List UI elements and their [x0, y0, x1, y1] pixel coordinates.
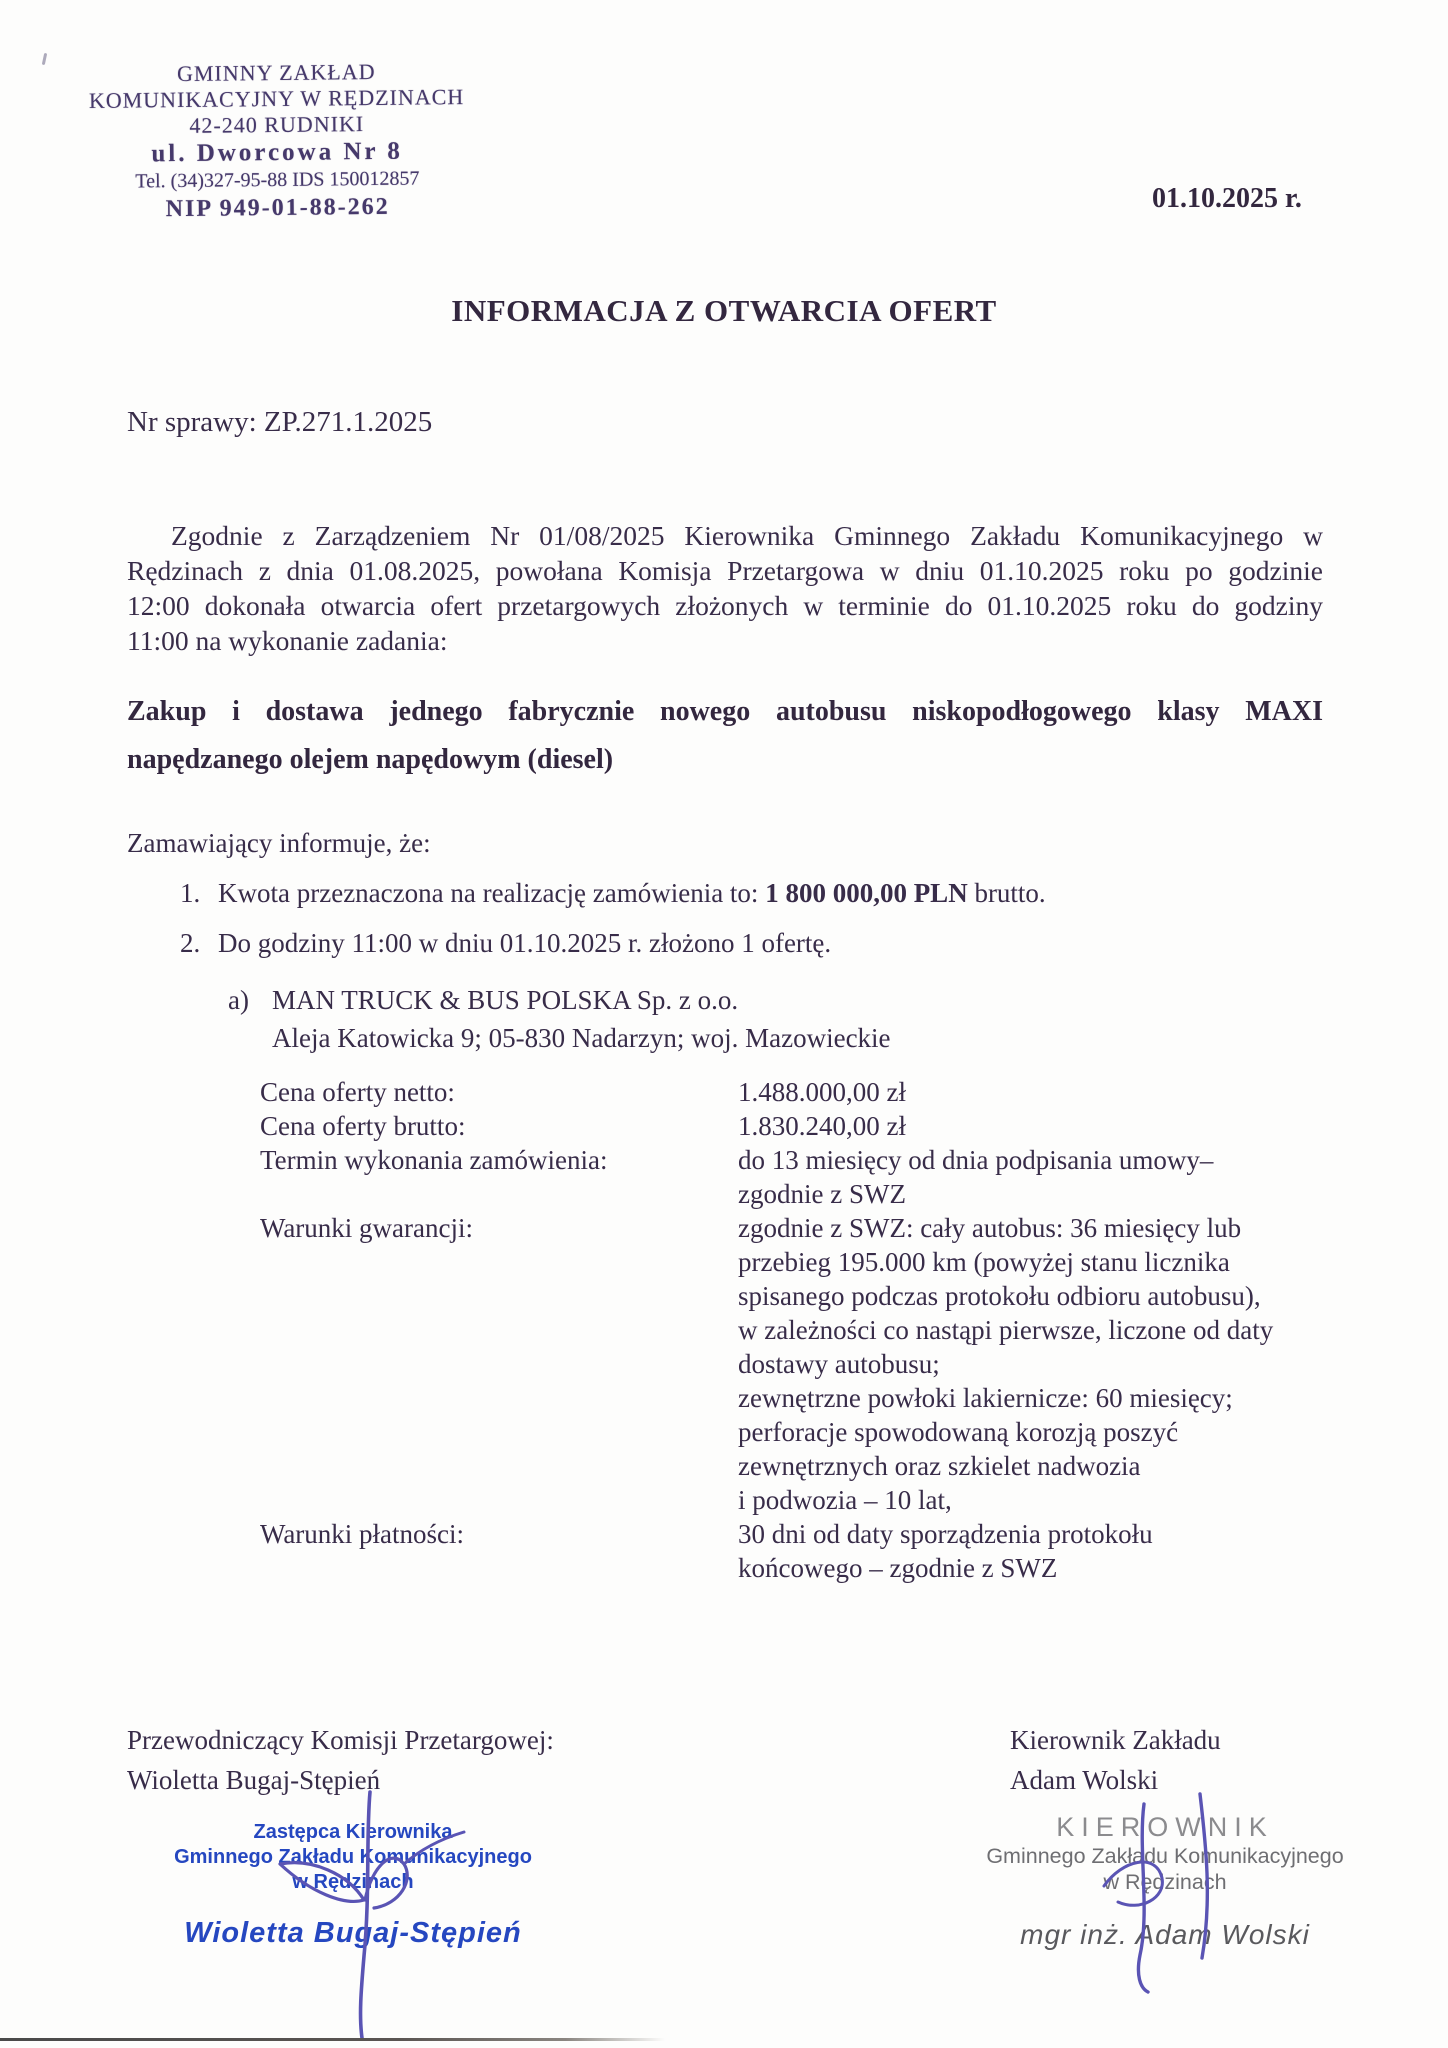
stamp-location-line: w Rędzinach [1103, 1870, 1227, 1894]
detail-value-line: zewnętrznych oraz szkielet nadwozia [738, 1451, 1141, 1481]
detail-value-line: zewnętrzne powłoki lakiernicze: 60 miesięcy; [738, 1383, 1233, 1413]
detail-value-line: zgodnie z SWZ: cały autobus: 36 miesięcy lub [738, 1213, 1242, 1243]
intro-line: 11:00 na wykonanie zadania: [127, 625, 448, 656]
stamp-role-line: Zastępca Kierownika [253, 1821, 453, 1843]
intro-line: 12:00 dokonała otwarcia ofert przetargowych złożonych w terminie do 01.10.2025 roku do godziny [127, 590, 1323, 621]
detail-value-line: w zależności co nastąpi pierwsze, liczone od daty [738, 1315, 1274, 1345]
detail-value-line: końcowego – zgodnie z SWZ [738, 1553, 1058, 1583]
detail-value-line: perforacje spowodowaną korozją poszyć [738, 1417, 1179, 1447]
task-description [127, 688, 1323, 784]
detail-row-completion-term [260, 1143, 1330, 1211]
signature-block-chairperson [127, 1720, 554, 1800]
org-street: ul. Dworcowa Nr 8 [151, 137, 403, 168]
stamp-title: KIEROWNIK [1056, 1812, 1274, 1842]
detail-row-payment-terms [260, 1517, 1330, 1585]
detail-row-warranty [260, 1211, 1330, 1517]
info-heading: Zamawiający informuje, że: [127, 828, 431, 858]
chairperson-name: Wioletta Bugaj-Stępień [127, 1765, 381, 1795]
scan-artifact-mark [42, 53, 47, 65]
list-number: 2. [180, 928, 201, 958]
org-nip: NIP 949-01-88-262 [165, 193, 390, 223]
detail-label: Warunki płatności: [260, 1519, 465, 1549]
task-line: napędzanego olejem napędowym (diesel) [127, 744, 614, 775]
intro-paragraph [127, 518, 1323, 658]
stamp-org-line: Gminnego Zakładu Komunikacyjnego [174, 1846, 532, 1868]
detail-value [738, 1109, 1323, 1143]
scan-artifact-line [0, 2038, 665, 2041]
detail-value [738, 1143, 1323, 1211]
list-item-1 [180, 878, 1046, 909]
manager-stamp [945, 1812, 1385, 1951]
stamp-name: mgr inż. Adam Wolski [1020, 1919, 1310, 1950]
detail-value-line: przebieg 195.000 km (powyżej stanu licznika [738, 1247, 1230, 1277]
intro-line: Zgodnie z Zarządzeniem Nr 01/08/2025 Kierownika Gminnego Zakładu Komunikacyjnego w [171, 520, 1323, 551]
detail-row-net-price [260, 1075, 1330, 1109]
detail-label: Cena oferty netto: [260, 1077, 455, 1107]
org-name-line1: GMINNY ZAKŁAD [176, 58, 376, 87]
manager-role: Kierownik Zakładu [1010, 1725, 1221, 1755]
detail-value [738, 1211, 1323, 1517]
detail-value-line: 30 dni od daty sporządzenia protokołu [738, 1519, 1153, 1549]
detail-value-line: spisanego podczas protokołu odbioru autobusu), [738, 1281, 1261, 1311]
document-date: 01.10.2025 r. [1152, 183, 1302, 214]
detail-value-line: do 13 miesięcy od dnia podpisania umowy– [738, 1145, 1214, 1175]
organization-header-stamp [61, 58, 493, 224]
org-phone-ids: Tel. (34)327-95-88 IDS 150012857 [135, 167, 420, 193]
signature-block-manager [1010, 1720, 1221, 1800]
org-postal-city: 42-240 RUDNIKI [189, 111, 365, 138]
task-line: Zakup i dostawa jednego fabrycznie nowego autobusu niskopodłogowego klasy MAXI [127, 696, 1323, 727]
item1-amount: 1 800 000,00 PLN [765, 878, 968, 908]
item1-text-pre: Kwota przeznaczona na realizację zamówienia to: [218, 878, 766, 908]
manager-name: Adam Wolski [1010, 1765, 1159, 1795]
detail-label: Termin wykonania zamówienia: [260, 1145, 608, 1175]
offer-details-table [260, 1075, 1330, 1585]
stamp-name: Wioletta Bugaj-Stępień [184, 1917, 522, 1949]
detail-value-line: 1.830.240,00 zł [738, 1111, 906, 1141]
offer-company: MAN TRUCK & BUS POLSKA Sp. z o.o. [272, 985, 739, 1015]
offer-entry [228, 981, 891, 1057]
detail-value-line: i podwozia – 10 lat, [738, 1485, 952, 1515]
item1-text-post: brutto. [967, 878, 1046, 908]
detail-label: Warunki gwarancji: [260, 1213, 473, 1243]
chairperson-role: Przewodniczący Komisji Przetargowej: [127, 1725, 554, 1755]
stamp-org-line: Gminnego Zakładu Komunikacyjnego [986, 1844, 1344, 1868]
detail-value [738, 1075, 1323, 1109]
list-number: 1. [180, 878, 201, 908]
detail-value [738, 1517, 1323, 1585]
document-title: INFORMACJA Z OTWARCIA OFERT [451, 293, 997, 328]
item2-text: Do godziny 11:00 w dniu 01.10.2025 r. złożono 1 ofertę. [218, 928, 832, 958]
detail-label: Cena oferty brutto: [260, 1111, 466, 1141]
org-name-line2: KOMUNIKACYJNY W RĘDZINACH [88, 84, 465, 113]
case-number: Nr sprawy: ZP.271.1.2025 [127, 406, 433, 438]
offer-address: Aleja Katowicka 9; 05-830 Nadarzyn; woj. Mazowieckie [272, 1023, 891, 1053]
detail-value-line: dostawy autobusu; [738, 1349, 940, 1379]
detail-value-line: zgodnie z SWZ [738, 1179, 906, 1209]
intro-line: Rędzinach z dnia 01.08.2025, powołana Komisja Przetargowa w dniu 01.10.2025 roku po godzinie [127, 555, 1323, 586]
stamp-location-line: w Rędzinach [292, 1871, 414, 1893]
deputy-manager-stamp [148, 1820, 558, 1950]
offer-marker: a) [228, 985, 249, 1015]
detail-row-gross-price [260, 1109, 1330, 1143]
list-item-2 [180, 928, 831, 959]
detail-value-line: 1.488.000,00 zł [738, 1077, 906, 1107]
